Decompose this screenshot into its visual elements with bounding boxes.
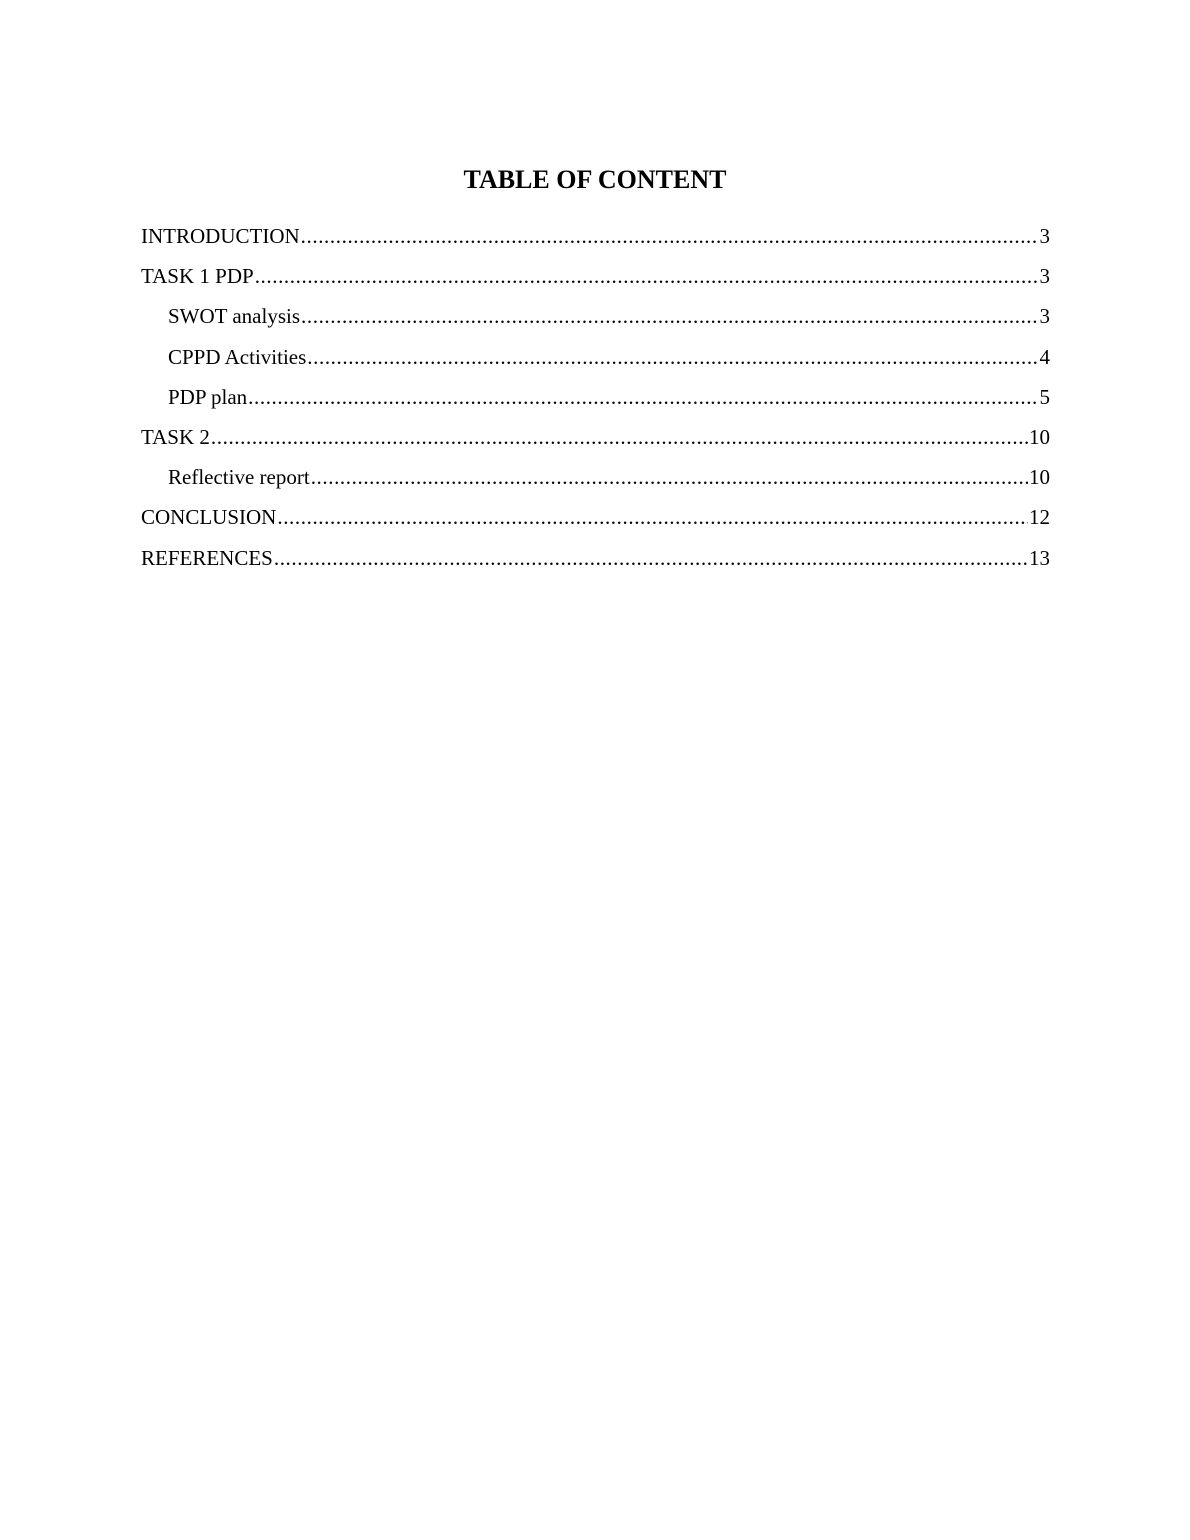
toc-entry-page: 10 xyxy=(1029,465,1050,490)
toc-entry-task-2[interactable] xyxy=(141,423,1050,463)
toc-entry-reflective-report[interactable] xyxy=(141,463,1050,503)
toc-entry-page: 13 xyxy=(1029,545,1050,570)
toc-entry-task-1-pdp[interactable] xyxy=(141,262,1050,302)
toc-entry-label: CPPD Activities xyxy=(168,344,307,369)
toc-dot-leader xyxy=(311,463,1028,491)
toc-dot-leader xyxy=(274,544,1028,572)
toc-entry-conclusion[interactable] xyxy=(141,503,1050,543)
toc-entry-label: REFERENCES xyxy=(141,545,273,570)
toc-entry-label: TASK 2 xyxy=(141,424,210,449)
toc-dot-leader xyxy=(307,343,1038,371)
toc-list xyxy=(141,222,1050,584)
toc-entry-label: Reflective report xyxy=(168,465,310,490)
toc-entry-page: 3 xyxy=(1039,264,1050,289)
toc-entry-label: CONCLUSION xyxy=(141,505,277,530)
toc-dot-leader xyxy=(277,503,1028,531)
toc-dot-leader xyxy=(255,262,1039,290)
toc-title: TABLE OF CONTENT xyxy=(463,165,727,194)
toc-entry-page: 3 xyxy=(1039,224,1050,248)
toc-entry-page: 4 xyxy=(1039,344,1050,369)
toc-entry-page: 10 xyxy=(1029,424,1050,449)
toc-dot-leader xyxy=(301,222,1039,250)
toc-entry-pdp-plan[interactable] xyxy=(141,383,1050,423)
toc-dot-leader xyxy=(301,302,1038,330)
toc-entry-page: 12 xyxy=(1029,505,1050,530)
toc-entry-swot-analysis[interactable] xyxy=(141,302,1050,342)
toc-entry-label: INTRODUCTION xyxy=(141,224,300,248)
toc-entry-label: SWOT analysis xyxy=(168,304,301,329)
toc-entry-references[interactable] xyxy=(141,544,1050,584)
toc-dot-leader xyxy=(211,423,1028,451)
toc-entry-introduction[interactable] xyxy=(141,222,1050,262)
toc-entry-page: 3 xyxy=(1039,304,1050,329)
toc-entry-label: PDP plan xyxy=(168,384,248,409)
toc-entry-cppd-activities[interactable] xyxy=(141,343,1050,383)
toc-dot-leader xyxy=(248,383,1038,411)
toc-entry-label: TASK 1 PDP xyxy=(141,264,254,289)
toc-entry-page: 5 xyxy=(1039,384,1050,409)
